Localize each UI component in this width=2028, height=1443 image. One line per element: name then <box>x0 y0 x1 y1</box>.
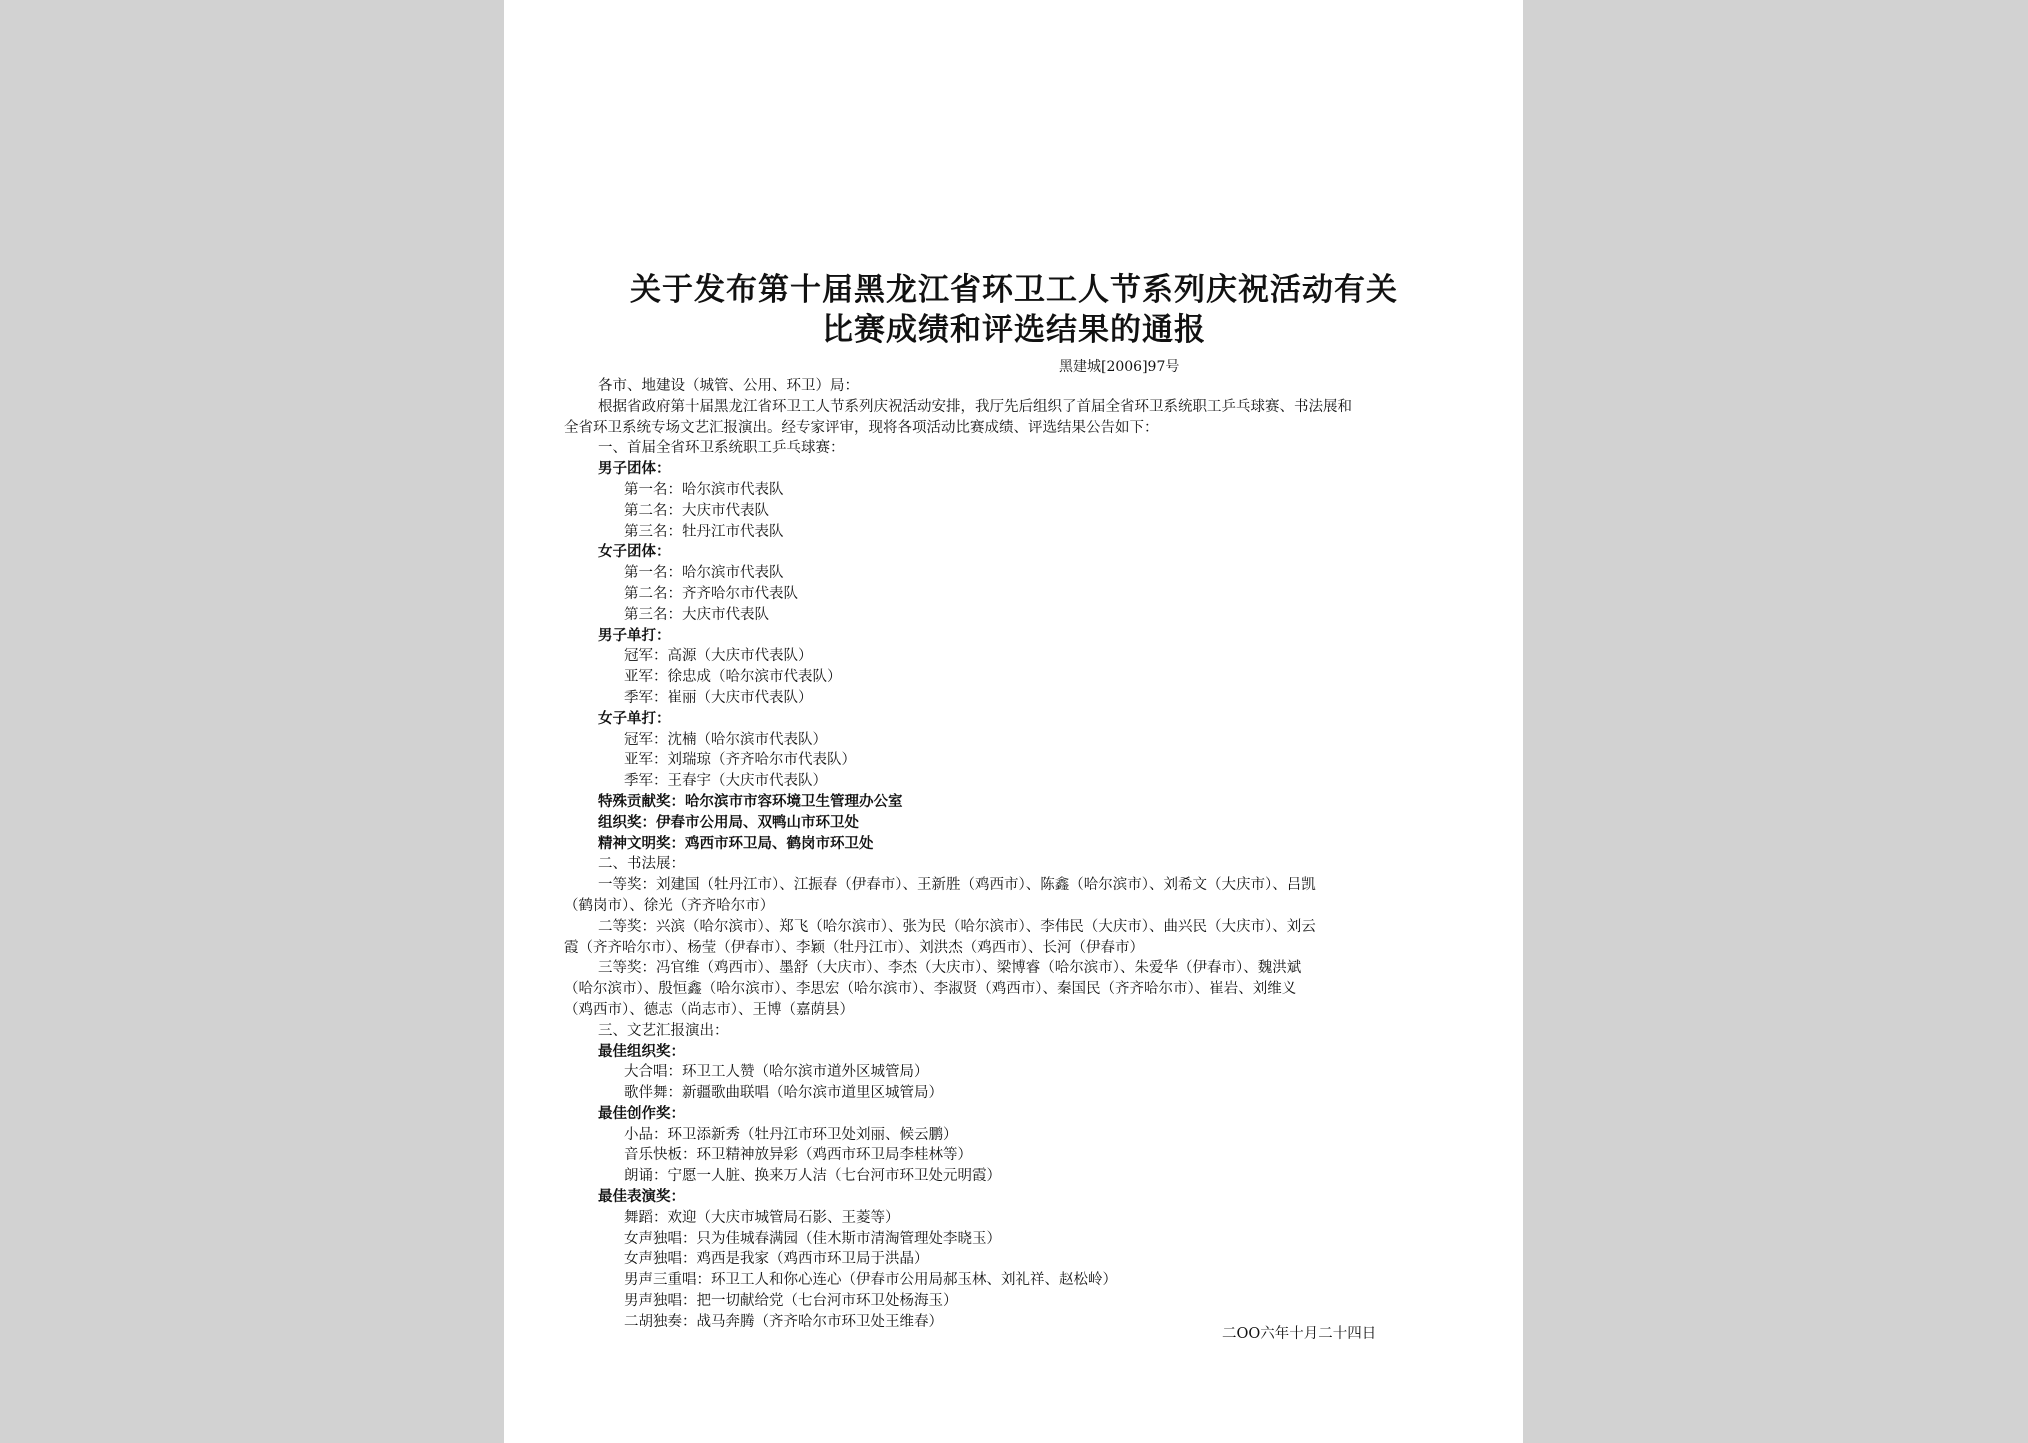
body-line: 三等奖：冯官维（鸡西市）、墨舒（大庆市）、李杰（大庆市）、梁博睿（哈尔滨市）、朱爱华（伊春市）、魏洪斌 <box>598 960 1302 977</box>
body-line: 一、首届全省环卫系统职工乒乓球赛： <box>598 440 845 457</box>
body-line: 冠军：沈楠（哈尔滨市代表队） <box>624 731 827 748</box>
body-line: 女子团体： <box>598 543 671 561</box>
body-line: 女声独唱：只为佳城春满园（佳木斯市清淘管理处李晓玉） <box>624 1230 1001 1247</box>
body-line: 一等奖：刘建国（牡丹江市）、江振春（伊春市）、王新胜（鸡西市）、陈鑫（哈尔滨市）、刘希文（大庆市）、吕凯 <box>598 877 1316 894</box>
body-line: 女声独唱：鸡西是我家（鸡西市环卫局于洪晶） <box>624 1251 929 1268</box>
document-date: 二OO六年十月二十四日 <box>1222 1326 1377 1342</box>
body-line: 舞蹈：欢迎（大庆市城管局石影、王菱等） <box>624 1209 900 1226</box>
body-line: 组织奖：伊春市公用局、双鸭山市环卫处 <box>598 813 859 831</box>
body-line: 小品：环卫添新秀（牡丹江市环卫处刘丽、候云鹏） <box>624 1126 958 1143</box>
body-line: 二等奖：兴滨（哈尔滨市）、郑飞（哈尔滨市）、张为民（哈尔滨市）、李伟民（大庆市）、曲兴民（大庆市）、刘云 <box>598 918 1316 935</box>
body-line: 二胡独奏：战马奔腾（齐齐哈尔市环卫处王维春） <box>624 1313 943 1330</box>
document-body <box>564 376 1464 1333</box>
body-line: 精神文明奖：鸡西市环卫局、鹤岗市环卫处 <box>598 834 874 852</box>
body-line: 第一名：哈尔滨市代表队 <box>624 565 784 582</box>
body-line: 男声独唱：把一切献给党（七台河市环卫处杨海玉） <box>624 1293 958 1310</box>
body-line: 最佳表演奖： <box>598 1188 685 1206</box>
body-line: 朗诵：宁愿一人脏、换来万人洁（七台河市环卫处元明霞） <box>624 1168 1001 1185</box>
body-line: 全省环卫系统专场文艺汇报演出。经专家评审，现将各项活动比赛成绩、评选结果公告如下： <box>564 419 1159 436</box>
body-line: 大合唱：环卫工人赞（哈尔滨市道外区城管局） <box>624 1064 929 1081</box>
body-line: 三、文艺汇报演出： <box>598 1022 729 1039</box>
body-line: 音乐快板：环卫精神放异彩（鸡西市环卫局李桂林等） <box>624 1147 972 1164</box>
body-line: 第三名：大庆市代表队 <box>624 606 769 623</box>
body-line: 第一名：哈尔滨市代表队 <box>624 481 784 498</box>
document-page <box>504 0 1523 1443</box>
body-line: 男子团体： <box>598 460 671 478</box>
body-line: 季军：王春宇（大庆市代表队） <box>624 773 827 790</box>
body-line: 女子单打： <box>598 709 671 727</box>
body-line: 亚军：刘瑞琼（齐齐哈尔市代表队） <box>624 752 856 769</box>
body-line: 冠军：高源（大庆市代表队） <box>624 648 813 665</box>
body-line: 歌伴舞：新疆歌曲联唱（哈尔滨市道里区城管局） <box>624 1085 943 1102</box>
body-line: （鹤岗市）、徐光（齐齐哈尔市） <box>564 897 775 914</box>
body-line: （鸡西市）、德志（尚志市）、王博（嘉荫县） <box>564 1001 854 1018</box>
body-line: 二、书法展： <box>598 856 685 873</box>
body-line: 男声三重唱：环卫工人和你心连心（伊春市公用局郝玉林、刘礼祥、赵松岭） <box>624 1272 1117 1289</box>
body-line: 各市、地建设（城管、公用、环卫）局： <box>598 378 859 394</box>
document-number: 黑建城[2006]97号 <box>1059 359 1180 375</box>
body-line: 男子单打： <box>598 626 671 644</box>
title-line-2: 比赛成绩和评选结果的通报 <box>822 312 1206 348</box>
body-line: 第二名：大庆市代表队 <box>624 502 769 519</box>
body-line: 第二名：齐齐哈尔市代表队 <box>624 585 798 602</box>
body-line: 第三名：牡丹江市代表队 <box>624 523 784 540</box>
body-line: 亚军：徐忠成（哈尔滨市代表队） <box>624 669 842 686</box>
body-line: 最佳创作奖： <box>598 1104 685 1122</box>
body-line: 根据省政府第十届黑龙江省环卫工人节系列庆祝活动安排，我厅先后组织了首届全省环卫系统职工乒乓球赛、书法展和 <box>598 398 1352 415</box>
title-line-1: 关于发布第十届黑龙江省环卫工人节系列庆祝活动有关 <box>630 272 1398 308</box>
body-line: 霞（齐齐哈尔市）、杨莹（伊春市）、李颖（牡丹江市）、刘洪杰（鸡西市）、长河（伊春市） <box>564 939 1144 956</box>
body-line: 最佳组织奖： <box>598 1042 685 1060</box>
body-line: （哈尔滨市）、殷恒鑫（哈尔滨市）、李思宏（哈尔滨市）、李淑贤（鸡西市）、秦国民（齐齐哈尔市）、崔岩、刘维义 <box>564 981 1297 998</box>
body-line: 季军：崔丽（大庆市代表队） <box>624 689 813 706</box>
document-title <box>544 270 1484 350</box>
body-line: 特殊贡献奖：哈尔滨市市容环境卫生管理办公室 <box>598 792 903 810</box>
